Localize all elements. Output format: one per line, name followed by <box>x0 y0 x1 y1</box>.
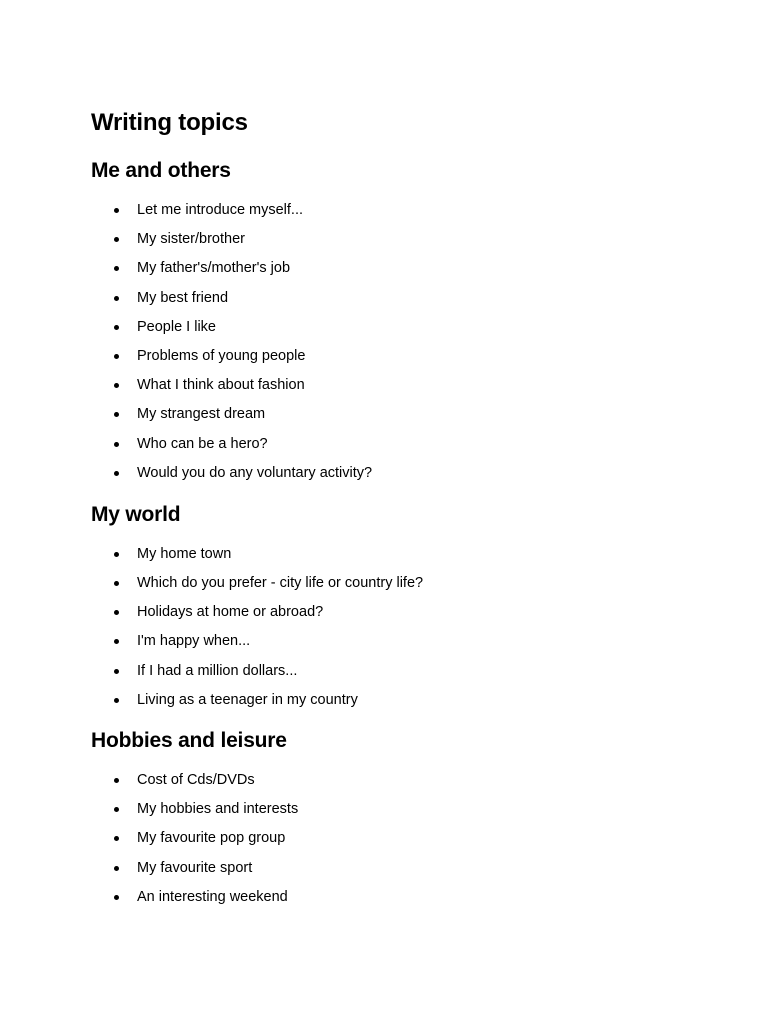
bullet-icon <box>114 383 119 388</box>
bullet-icon <box>114 778 119 783</box>
bullet-icon <box>114 325 119 330</box>
bullet-icon <box>114 698 119 703</box>
topic-text: Which do you prefer - city life or country life? <box>137 575 424 592</box>
document-page <box>91 106 711 912</box>
topic-text: My favourite sport <box>137 859 253 876</box>
topic-text: My sister/brother <box>137 231 245 248</box>
topic-text: My hobbies and interests <box>137 801 299 818</box>
list-item <box>91 795 711 824</box>
list-item <box>91 686 711 715</box>
list-item <box>91 196 711 225</box>
list-item <box>91 824 711 853</box>
list-item <box>91 459 711 488</box>
topic-text: Holidays at home or abroad? <box>137 604 324 621</box>
page-title: Writing topics <box>91 109 248 136</box>
list-item <box>91 400 711 429</box>
bullet-icon <box>114 581 119 586</box>
list-item <box>91 313 711 342</box>
section-hobbies-and-leisure <box>91 726 711 912</box>
bullet-icon <box>114 552 119 557</box>
topic-text: Who can be a hero? <box>137 435 268 452</box>
topic-text: People I like <box>137 318 216 335</box>
list-item <box>91 766 711 795</box>
topic-text: Cost of Cds/DVDs <box>137 772 255 788</box>
topic-text: Let me introduce myself... <box>137 202 304 218</box>
section-my-world <box>91 500 711 715</box>
list-item <box>91 430 711 459</box>
topic-text: My strangest dream <box>137 406 266 423</box>
bullet-icon <box>114 296 119 301</box>
bullet-icon <box>114 669 119 674</box>
topic-text: My favourite pop group <box>137 830 286 847</box>
topic-text: What I think about fashion <box>137 377 305 394</box>
list-item <box>91 284 711 313</box>
bullet-icon <box>114 610 119 615</box>
bullet-icon <box>114 442 119 447</box>
topic-text: If I had a million dollars... <box>137 662 298 679</box>
bullet-icon <box>114 412 119 417</box>
bullet-icon <box>114 836 119 841</box>
topic-text: My father's/mother's job <box>137 260 291 277</box>
topic-text: I'm happy when... <box>137 633 251 650</box>
section-heading: My world <box>91 502 181 526</box>
list-item <box>91 627 711 656</box>
bullet-icon <box>114 354 119 359</box>
list-item <box>91 854 711 883</box>
topic-text: My best friend <box>137 289 229 306</box>
topic-text: An interesting weekend <box>137 888 288 905</box>
list-item <box>91 225 711 254</box>
topic-text: Would you do any voluntary activity? <box>137 464 373 481</box>
list-item <box>91 657 711 686</box>
list-item <box>91 254 711 283</box>
list-item <box>91 342 711 371</box>
topic-list <box>91 766 711 912</box>
bullet-icon <box>114 895 119 900</box>
topic-list <box>91 540 711 715</box>
bullet-icon <box>114 807 119 812</box>
list-item <box>91 540 711 569</box>
section-me-and-others <box>91 156 711 488</box>
bullet-icon <box>114 866 119 871</box>
topic-text: Living as a teenager in my country <box>137 691 358 708</box>
topic-list <box>91 196 711 488</box>
list-item <box>91 598 711 627</box>
list-item <box>91 371 711 400</box>
section-heading: Hobbies and leisure <box>91 729 287 752</box>
topic-text: Problems of young people <box>137 347 306 364</box>
bullet-icon <box>114 639 119 644</box>
bullet-icon <box>114 471 119 476</box>
list-item <box>91 883 711 912</box>
bullet-icon <box>114 266 119 271</box>
section-heading: Me and others <box>91 159 231 182</box>
topic-text: My home town <box>137 545 232 562</box>
bullet-icon <box>114 208 119 213</box>
bullet-icon <box>114 237 119 242</box>
list-item <box>91 569 711 598</box>
